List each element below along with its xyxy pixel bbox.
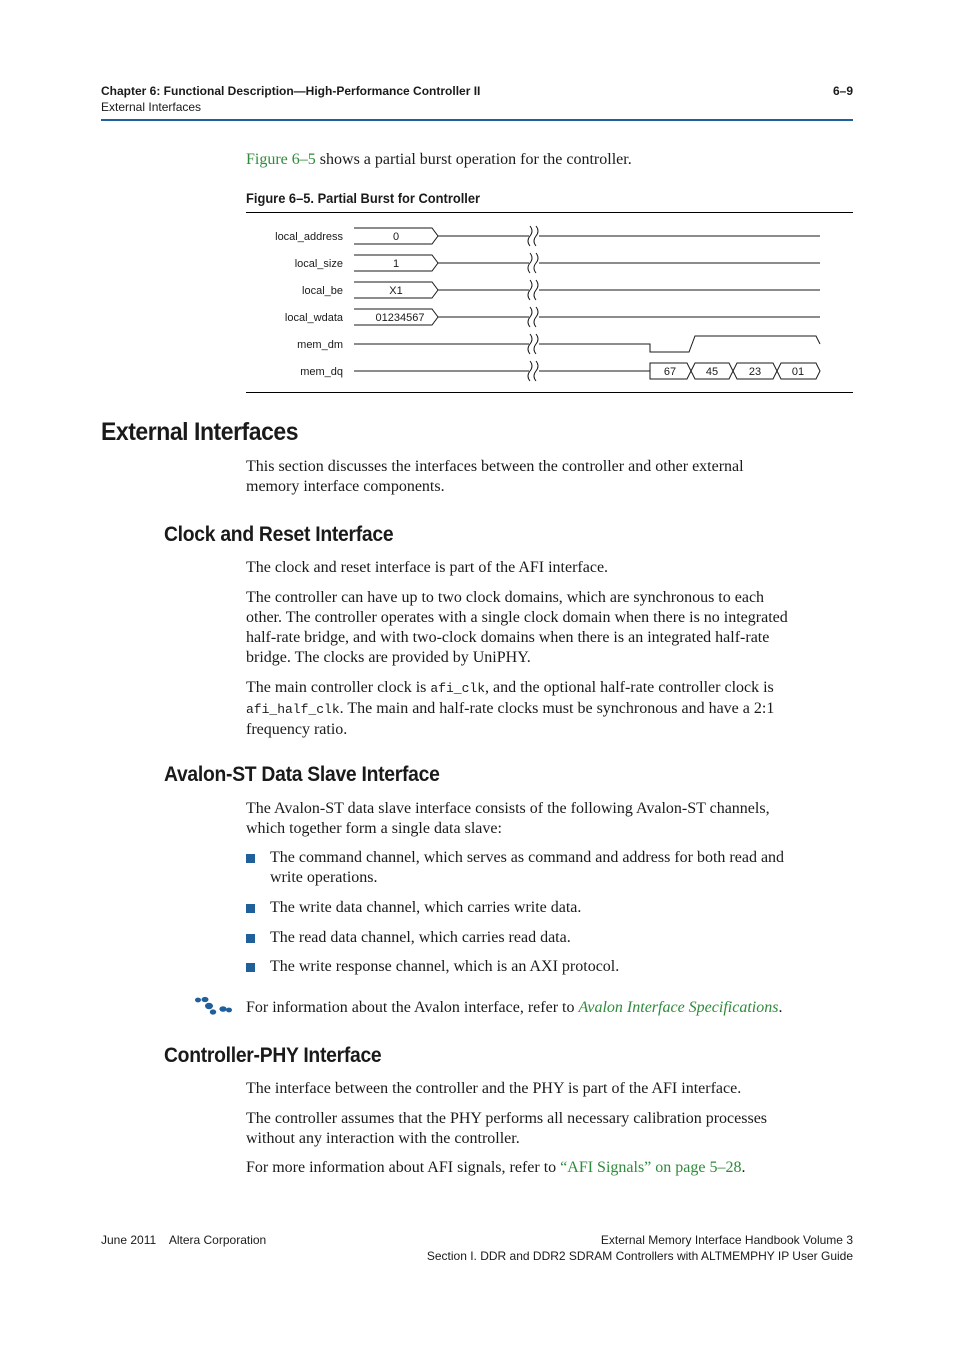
running-header-chapter: Chapter 6: Functional Description—High-Performance Controller II [101, 84, 481, 98]
afi-signals-link[interactable]: “AFI Signals” on page 5–28 [560, 1159, 742, 1176]
section-title-avalon-st: Avalon-ST Data Slave Interface [164, 763, 440, 786]
figure-bottom-rule [246, 392, 853, 393]
dq-value-0: 67 [663, 366, 677, 378]
bus-value-local-wdata: 01234567 [375, 312, 425, 324]
page-number: 6–9 [832, 84, 853, 98]
intro-paragraph: Figure 6–5 shows a partial burst operation for the controller. [246, 151, 632, 168]
bullet-marker [246, 854, 255, 863]
running-header-section: External Interfaces [101, 100, 202, 114]
bus-value-local-be: X1 [389, 285, 403, 297]
note-paragraph: For information about the Avalon interface, refer to Avalon Interface Specifications. [246, 999, 783, 1016]
code-afi-half-clk: afi_half_clk [246, 702, 340, 717]
bullet-marker [246, 904, 255, 913]
header-rule [101, 119, 853, 121]
phy-paragraph-3: For more information about AFI signals, refer to “AFI Signals” on page 5–28. [246, 1159, 746, 1176]
phy-paragraph-2: The controller assumes that the PHY performs all necessary calibration processes without any interaction with the controller. [246, 1110, 768, 1147]
external-paragraph: This section discusses the interfaces between the controller and other external memory interface components. [246, 458, 744, 495]
dq-value-2: 23 [748, 366, 762, 378]
signal-label-local-address: local_address [275, 231, 343, 243]
code-afi-clk: afi_clk [430, 681, 485, 696]
signal-label-local-wdata: local_wdata [284, 312, 343, 324]
bus-value-local-size: 1 [392, 258, 400, 270]
avalon-spec-link[interactable]: Avalon Interface Specifications [578, 999, 779, 1016]
bullet-marker [246, 934, 255, 943]
note-footprints-icon [193, 996, 233, 1016]
signal-label-mem-dm: mem_dm [297, 339, 343, 351]
timing-diagram [246, 214, 853, 392]
list-item: The command channel, which serves as command and address for both read and write operations. [270, 849, 785, 886]
dq-value-3: 01 [791, 366, 805, 378]
break-marks [528, 226, 538, 381]
footer-right-line-1: External Memory Interface Handbook Volume 3 [600, 1233, 853, 1247]
clock-paragraph-3: The main controller clock is afi_clk, and the optional half-rate controller clock is afi_half_clk. The main and half-rate clocks must be synchronous and have a 2:1 frequency ratio. [246, 679, 775, 738]
clock-paragraph-2: The controller can have up to two clock domains, which are synchronous to each other. The controller operates with a single clock domain when there is no integrated half-rate bridge, and with two-clock domains when there is an integrated half-rate bridge. The clocks are provided by UniPHY. [246, 589, 788, 666]
bullet-marker [246, 963, 255, 972]
clock-paragraph-1: The clock and reset interface is part of the AFI interface. [246, 559, 609, 576]
signal-label-local-be: local_be [302, 285, 343, 297]
footer-right-line-2: Section I. DDR and DDR2 SDRAM Controllers with ALTMEMPHY IP User Guide [426, 1249, 853, 1263]
figure-top-rule [246, 212, 853, 213]
footer-left: June 2011 Altera Corporation [101, 1233, 267, 1247]
figure-link[interactable]: Figure 6–5 [246, 151, 316, 168]
phy-paragraph-1: The interface between the controller and the PHY is part of the AFI interface. [246, 1080, 742, 1097]
dq-value-1: 45 [705, 366, 719, 378]
section-title-clock-reset: Clock and Reset Interface [164, 523, 394, 546]
signal-label-local-size: local_size [294, 258, 343, 270]
figure-caption: Figure 6–5. Partial Burst for Controller [246, 190, 481, 206]
section-title-controller-phy: Controller-PHY Interface [164, 1044, 382, 1067]
list-item: The write response channel, which is an AXI protocol. [270, 958, 620, 975]
section-title-external-interfaces: External Interfaces [101, 418, 299, 446]
list-item: The read data channel, which carries read data. [270, 929, 571, 946]
bus-value-local-address: 0 [392, 231, 400, 243]
list-item: The write data channel, which carries write data. [270, 899, 582, 916]
avalon-paragraph: The Avalon-ST data slave interface consists of the following Avalon-ST channels, which together form a single data slave: [246, 800, 770, 837]
signal-label-mem-dq: mem_dq [300, 366, 343, 378]
